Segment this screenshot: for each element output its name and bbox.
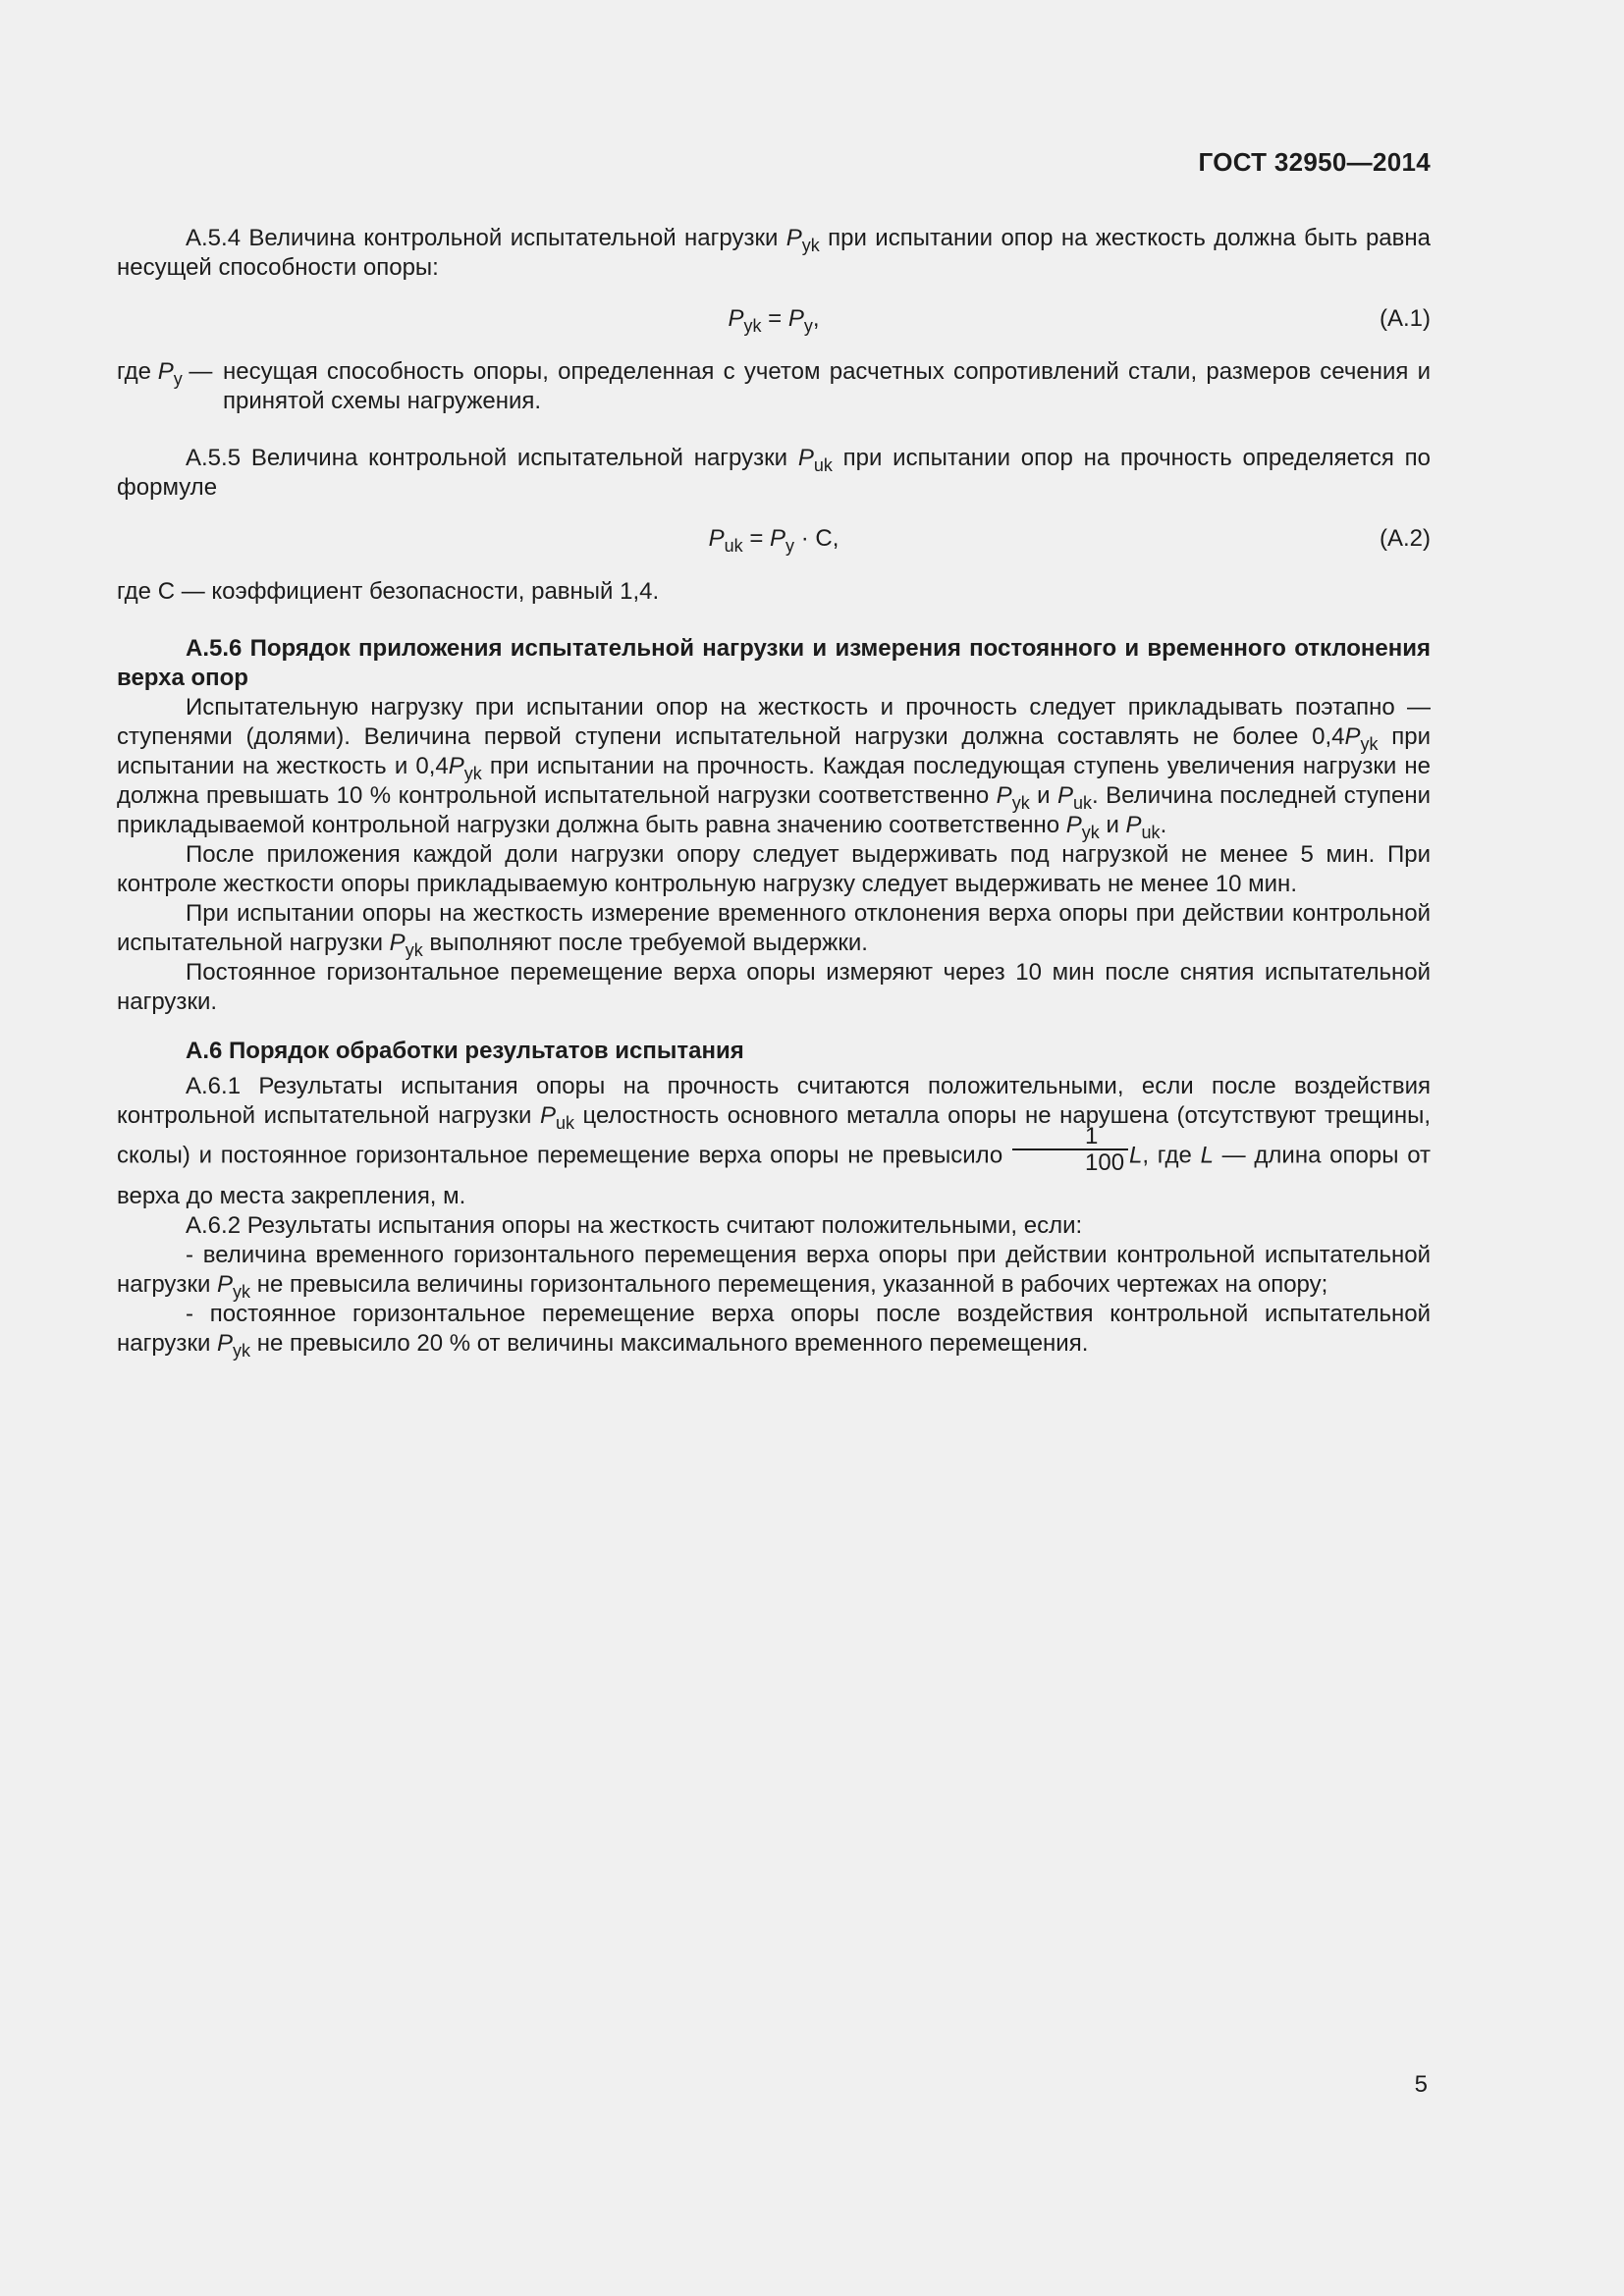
document-body [117,224,1431,1359]
list-item: - постоянное горизонтальное перемещение верха опоры после воздействия контрольной испытательной нагрузки $P_{yk}$ не превысило 20 % от величины максимального временного перемещения. [117,1301,1431,1361]
clause-a-6-1: А.6.1 Результаты испытания опоры на прочность считаются положительными, если после воздействия контрольной испытательной нагрузки $P_{uk}$ целостность основного металла опоры не нарушена (отсутствуют трещины, сколы) и постоянное горизонтальное перемещение верха опоры не превысило $\frac{1}{100}$ L, где L — длина опоры от верха до места закрепления, м. [117,1073,1432,1209]
page-number: 5 [1414,2071,1428,2098]
clause-a-6-2: А.6.2 Результаты испытания опоры на жесткость считают положительными, если: [186,1212,1083,1239]
fraction-one-hundredth: $\frac{1}{100}$ [1012,1125,1128,1176]
document-code-header: ГОСТ 32950—2014 [1198,147,1431,177]
paragraph: Постоянное горизонтальное перемещение верха опоры измеряют через 10 мин после снятия испытательной нагрузки. [117,959,1431,1015]
clause-a-5-4: А.5.4 Величина контрольной испытательной нагрузки $P_{yk}$ при испытании опор на жесткость должна быть равна несущей способности опоры: [117,225,1432,281]
symbol-p: $P_{uk}$ [797,445,833,475]
clause-a-5-5: А.5.5 Величина контрольной испытательной нагрузки $P_{uk}$ при испытании опор на прочность определяется по формуле [117,445,1431,501]
paragraph: После приложения каждой доли нагрузки опору следует выдерживать под нагрузкой не менее 5 мин. При контроле жесткости опоры прикладываемую контрольную нагрузку следует выдерживать не менее 10 мин. [117,841,1431,897]
formula-number: (A.1) [1379,305,1431,332]
paragraph: Испытательную нагрузку при испытании опор на жесткость и прочность следует прикладывать поэтапно — ступенями (долями). Величина первой ступени испытательной нагрузки должна составлять не более $0,4P_{yk}$ при испытании на жесткость и $0,4P_{yk}$ при испытании на прочность. Каждая последующая ступень увеличения нагрузки не должна превышать 10 % контрольной испытательной нагрузки соответственно $P_{yk}$ и $P_{uk}$. Величина последней ступени прикладываемой контрольной нагрузки должна быть равна значению соответственно $P_{yk}$ и $P_{uk}$. [117,694,1432,842]
where-definition-c: где С — коэффициент безопасности, равный 1,4. [117,578,660,605]
paragraph: При испытании опоры на жесткость измерение временного отклонения верха опоры при действии контрольной испытательной нагрузки $P_{yk}$ выполняют после требуемой выдержки. [117,900,1431,960]
symbol-p: $P_{yk}$ [785,225,820,255]
list-item: - величина временного горизонтального перемещения верха опоры при действии контрольной испытательной нагрузки $P_{yk}$ не превысила величины горизонтального перемещения, указанной в рабочих чертежах на опору; [117,1242,1431,1302]
formula-number: (A.2) [1379,525,1431,552]
formula-a1: $P_{yk} = P_y$, (A.1) [728,305,1431,336]
section-heading-a-6: А.6 Порядок обработки результатов испытания [186,1038,744,1064]
formula-a2: $P_{uk} = P_y \cdot С$, (A.2) [708,525,1431,556]
where-definition-py: где $P_y$ — несущая способность опоры, определенная с учетом расчетных сопротивлений стали, размеров сечения и принятой схемы нагружения. [117,358,1431,414]
section-heading-a-5-6: А.5.6 Порядок приложения испытательной нагрузки и измерения постоянного и временного отклонения верха опор [117,635,1431,691]
